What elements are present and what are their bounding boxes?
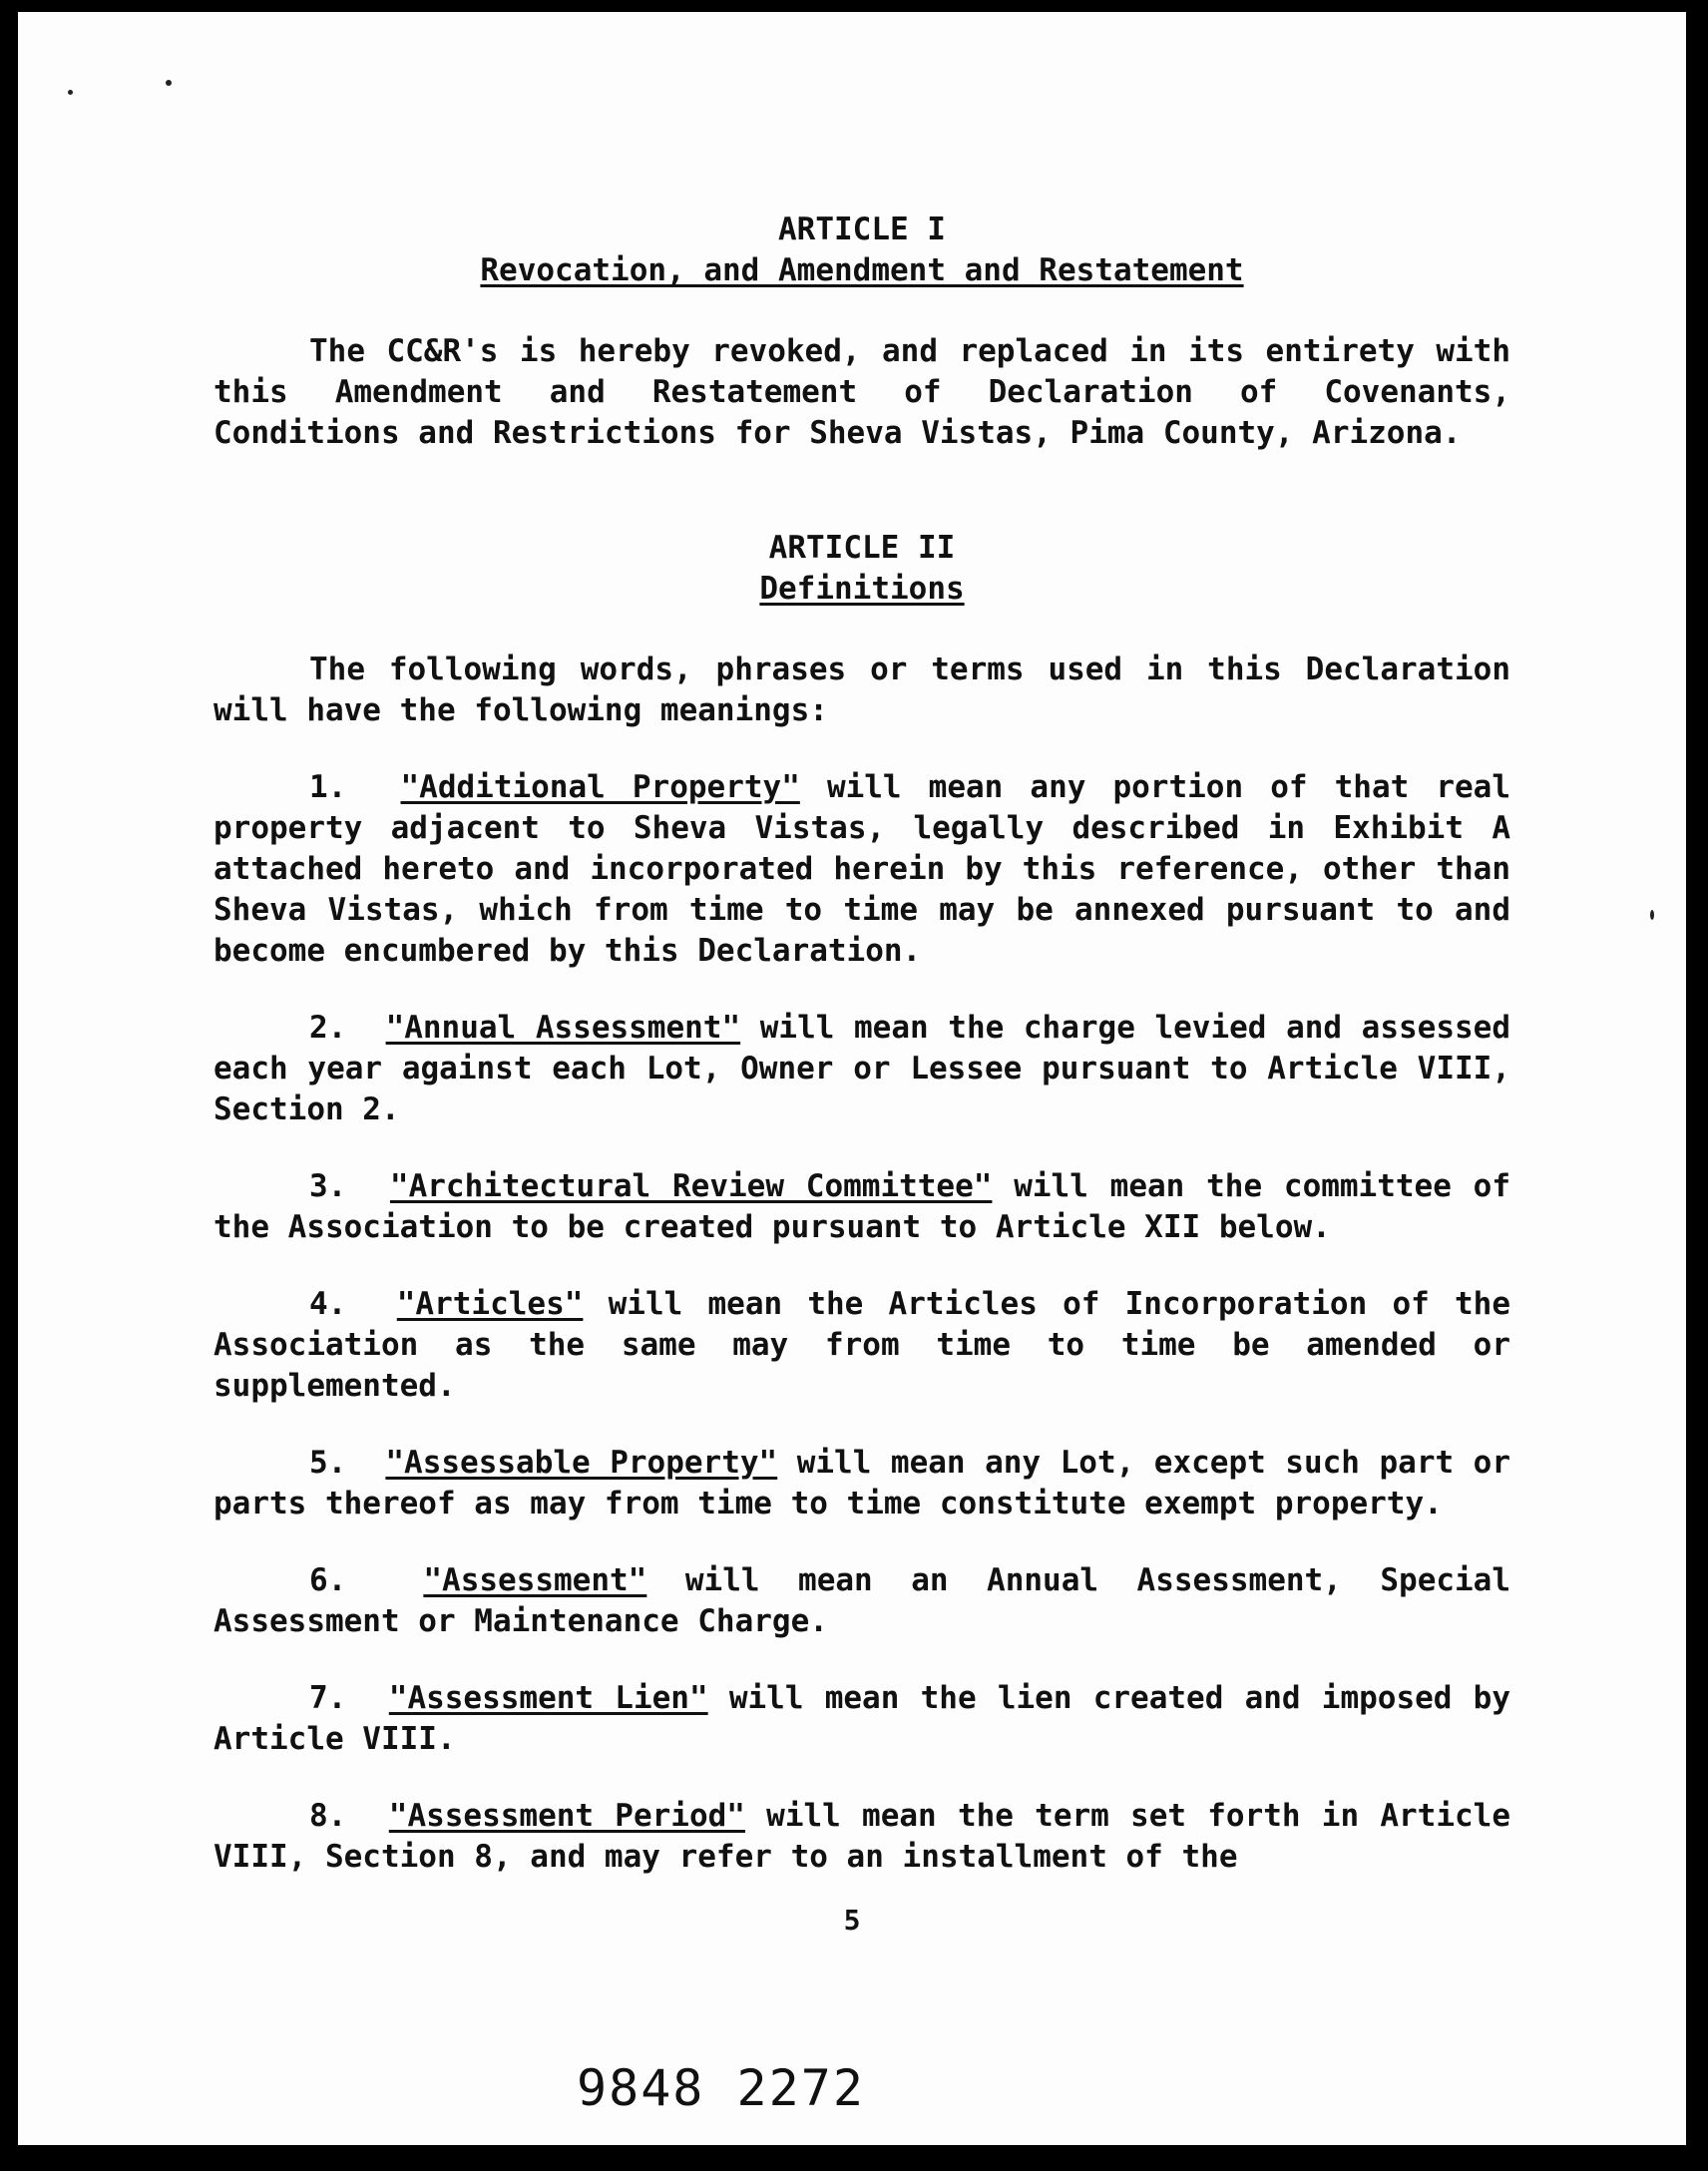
document-page [18,12,1686,2145]
definition-5 [214,1443,1510,1524]
article-1-body: The CC&R's is hereby revoked, and replaced in its entirety with this Amendment and Restatement of Declaration of Covenants, Conditions and Restrictions for Sheva Vistas, Pima County, Arizona. [214,333,1510,451]
definition-text: will mean the committee of the Association to be created pursuant to Article XII below. [214,1168,1510,1245]
definition-text: will mean the lien created and imposed by Article VIII. [214,1680,1510,1757]
definition-number: 6. [309,1562,347,1598]
article-2-number: ARTICLE II [768,530,956,566]
scan-speck [68,90,73,95]
definition-3 [214,1166,1510,1248]
definition-text: will mean the term set forth in Article VIII, Section 8, and may refer to an installment of the [214,1798,1510,1875]
definition-text: will mean the charge levied and assessed each year against each Lot, Owner or Lessee pursuant to Article VIII, Section 2. [214,1010,1510,1127]
article-1-title: Revocation, and Amendment and Restatement [480,252,1244,288]
definition-term: "Annual Assessment" [385,1010,741,1046]
definition-number: 5. [309,1445,347,1481]
definition-text: will mean the Articles of Incorporation of the Association as the same may from time to time be amended or supplemented. [214,1286,1510,1404]
article-2-title: Definitions [759,571,965,607]
definition-text: will mean any portion of that real property adjacent to Sheva Vistas, legally described in Exhibit A attached hereto and incorporated herein by this reference, other than Sheva Vistas, which from time to time may be annexed pursuant to and become encumbered by this Declaration. [214,769,1511,969]
scan-speck [166,80,172,86]
definition-text: will mean any Lot, except such part or parts thereof as may from time to time constitute exempt property. [214,1445,1511,1521]
article-1-heading [214,210,1510,291]
definition-term: "Assessable Property" [385,1445,778,1481]
definition-number: 3. [309,1168,347,1204]
definition-term: "Assessment Period" [388,1798,745,1834]
definition-number: 2. [309,1010,347,1046]
document-code: 9848 2272 [577,2059,865,2117]
definition-number: 4. [309,1286,347,1322]
definition-number: 7. [309,1680,347,1716]
definition-1 [214,767,1510,972]
definition-term: "Assessment" [423,1562,647,1598]
definition-term: "Articles" [396,1286,584,1322]
definition-number: 1. [309,769,347,805]
definition-2 [214,1008,1510,1130]
scan-speck [1650,910,1654,920]
document-body [214,210,1510,1878]
definition-term: "Additional Property" [400,769,800,805]
definition-number: 8. [309,1798,347,1834]
page-number: 5 [843,1904,861,1937]
definition-4 [214,1284,1510,1407]
definition-term: "Assessment Lien" [388,1680,708,1716]
definition-text: will mean an Annual Assessment, Special Assessment or Maintenance Charge. [214,1562,1511,1639]
definition-6 [214,1560,1510,1642]
definition-term: "Architectural Review Committee" [389,1168,993,1204]
article-2-heading [214,528,1510,610]
article-2-intro: The following words, phrases or terms used in this Declaration will have the following meanings: [214,651,1510,728]
article-1-number: ARTICLE I [778,212,946,247]
definition-8 [214,1796,1510,1878]
definition-7 [214,1678,1510,1760]
